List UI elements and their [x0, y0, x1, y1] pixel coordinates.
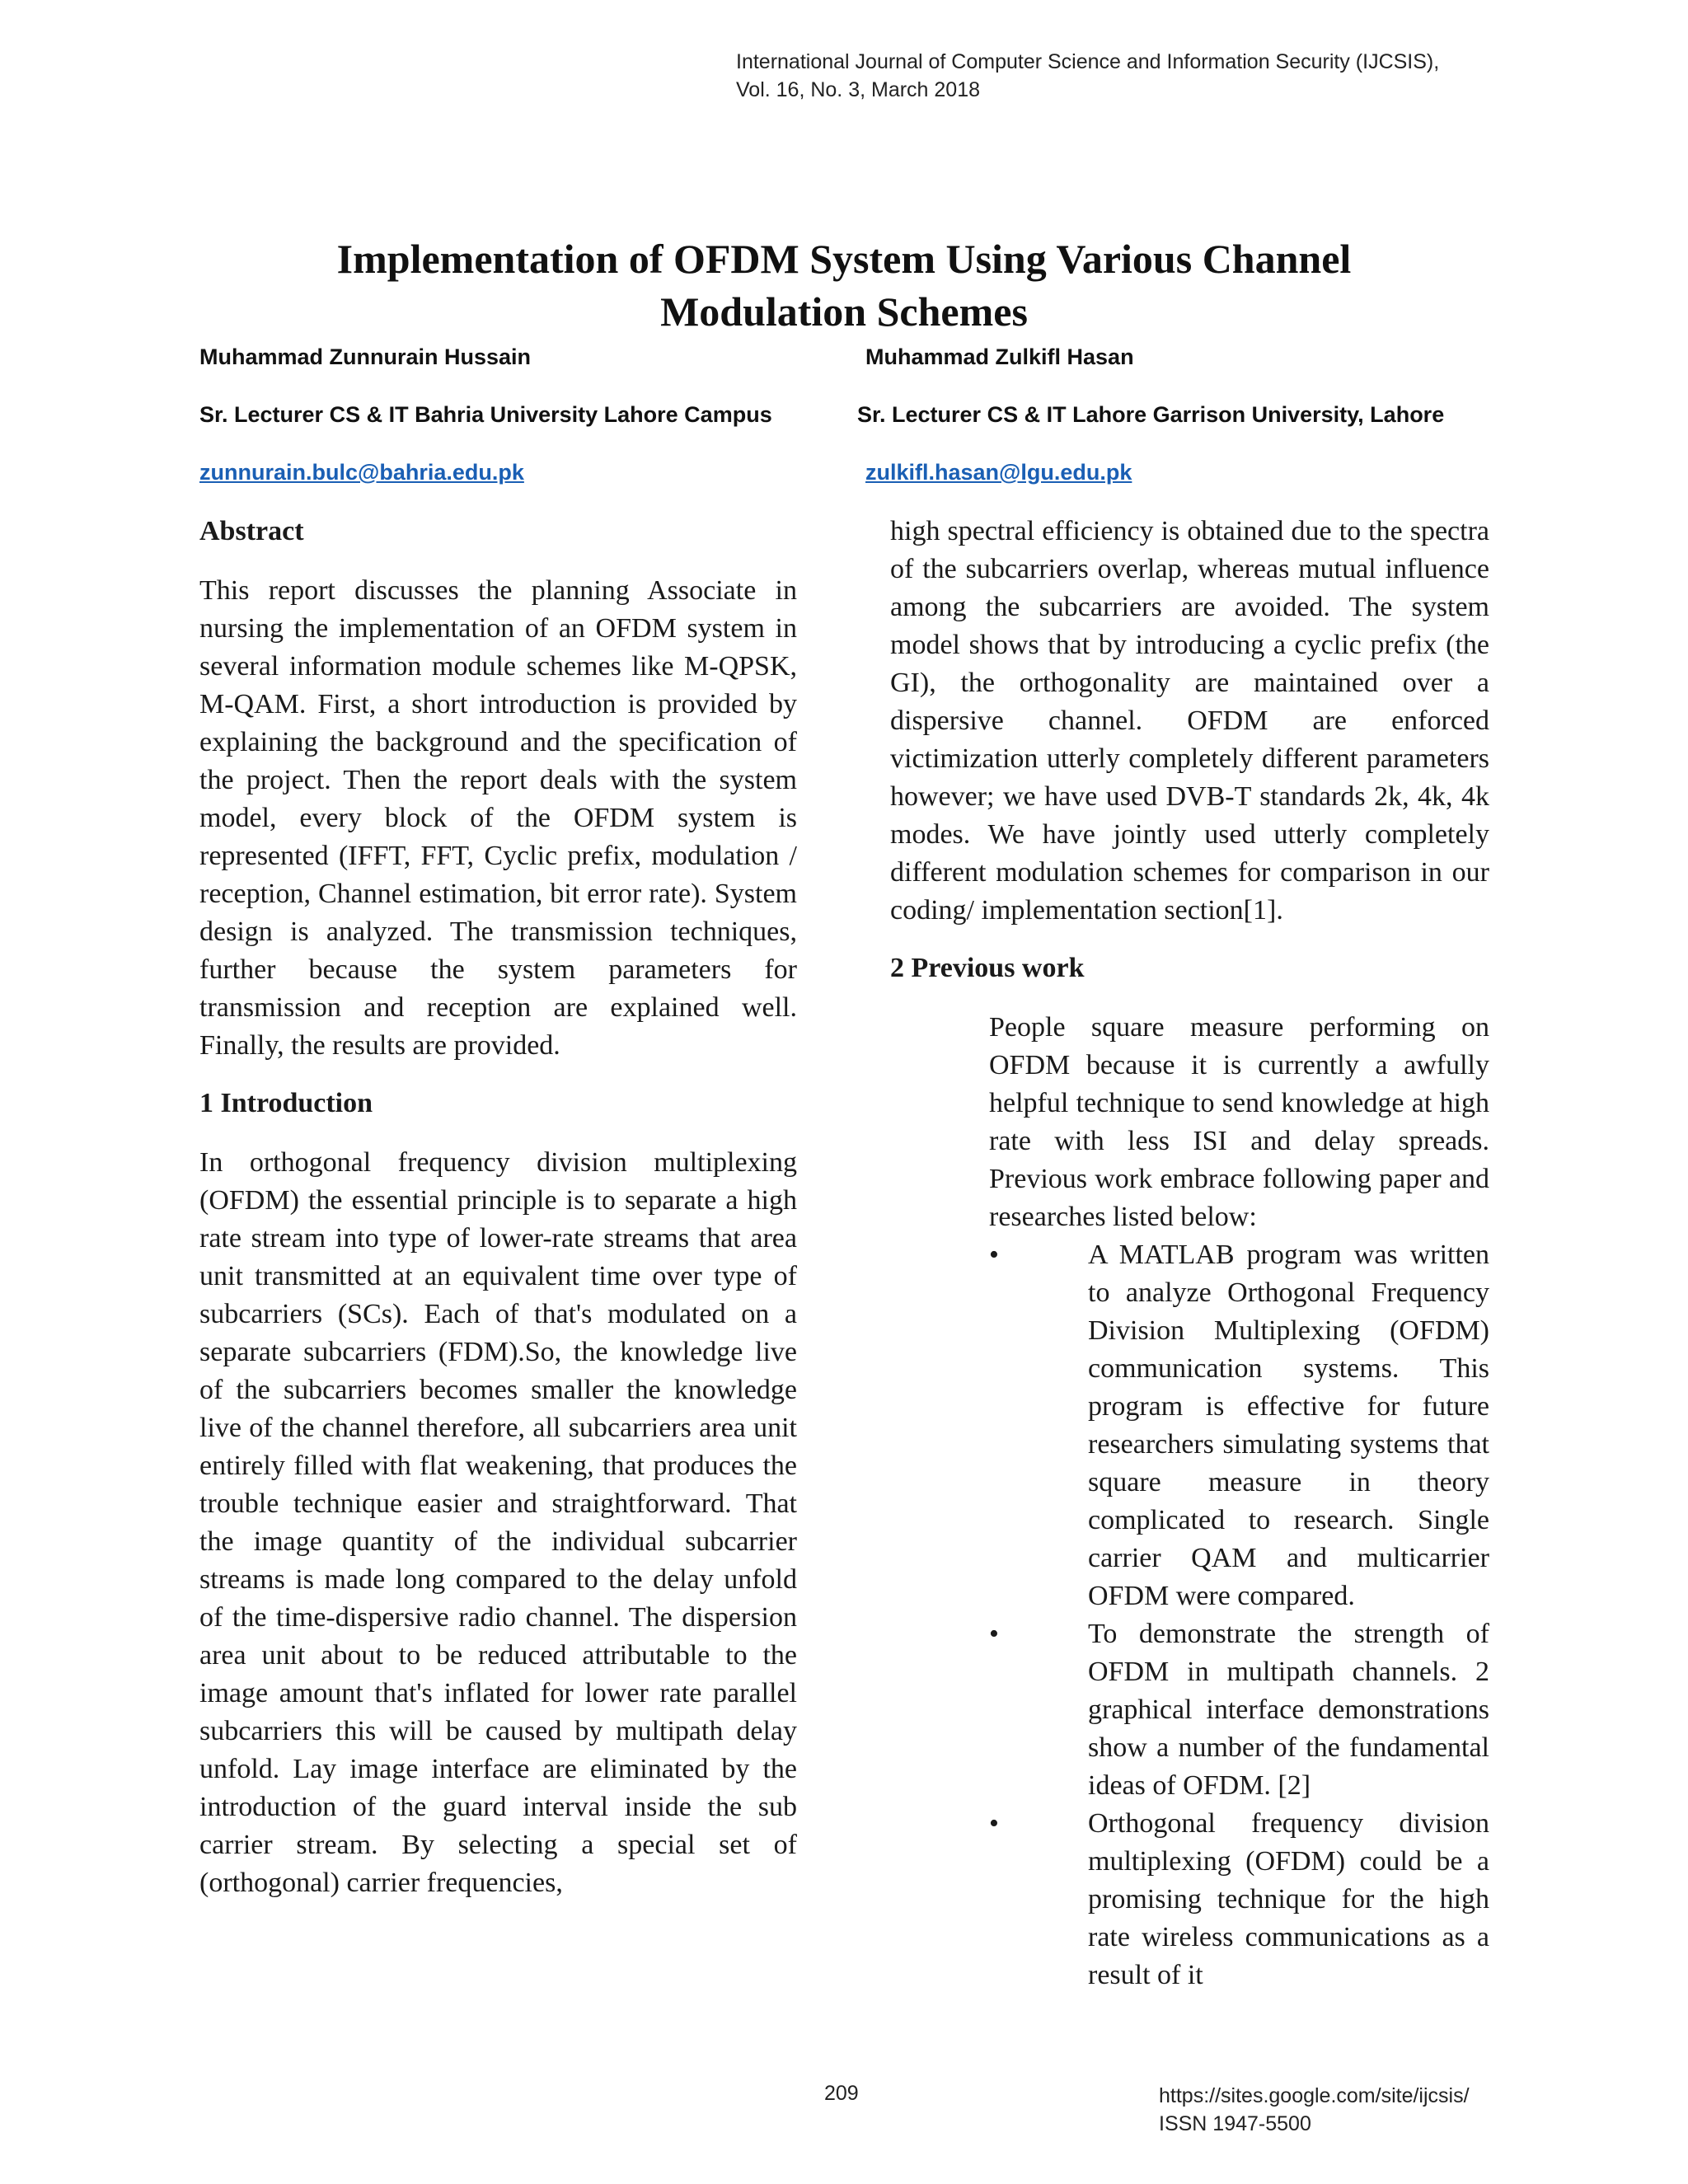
title-line-2: Modulation Schemes	[660, 288, 1028, 335]
previous-work-intro: People square measure performing on OFDM because it is currently a awfully helpful technique to send knowledge at high rate with less ISI and delay spreads. Previous work embrace following paper and researches listed below:	[989, 1012, 1489, 1232]
previous-work-heading: 2 Previous work	[890, 953, 1085, 983]
author-2-email-link[interactable]: zulkifl.hasan@lgu.edu.pk	[865, 460, 1132, 485]
previous-work-block	[989, 1009, 1489, 1994]
page-number: 209	[824, 2082, 859, 2105]
list-item	[989, 1615, 1489, 1805]
paper-title	[165, 232, 1523, 338]
abstract-text: This report discusses the planning Associate in nursing the implementation of an OFDM system in several information module schemes like M-QPSK, M-QAM. First, a short introduction is provided by explaining the background and the specification of the project. Then the report deals with the system model, every block of the OFDM system is represented (IFFT, FFT, Cyclic prefix, modulation / reception, Channel estimation, bit error rate). System design is analyzed. The transmission techniques, further because the system parameters for transmission and reception are explained well. Finally, the results are provided.	[199, 575, 797, 1061]
issn: ISSN 1947-5500	[1159, 2112, 1311, 2135]
abstract-heading: Abstract	[199, 516, 304, 546]
author-2-name: Muhammad Zulkifl Hasan	[865, 344, 1134, 369]
bullet-text: To demonstrate the strength of OFDM in multipath channels. 2 graphical interface demonstrations show a number of the fundamental ideas of OFDM. [2]	[1088, 1619, 1489, 1801]
journal-name: International Journal of Computer Science and Information Security (IJCSIS),	[736, 50, 1440, 73]
list-item	[989, 1805, 1489, 1994]
journal-volume: Vol. 16, No. 3, March 2018	[736, 78, 981, 101]
author-2-affiliation: Sr. Lecturer CS & IT Lahore Garrison University, Lahore	[857, 402, 1445, 427]
journal-header	[736, 48, 1439, 104]
bullet-icon: •	[989, 1619, 999, 1649]
introduction-text: In orthogonal frequency division multiplexing (OFDM) the essential principle is to separate a high rate stream into type of lower-rate streams that area unit transmitted at an equivalent time over type of subcarriers (SCs). Each of that's modulated on a separate subcarriers (FDM).So, the knowledge live of the subcarriers becomes smaller the knowledge live of the channel therefore, all subcarriers area unit entirely filled with flat weakening, that produces the trouble technique easier and straightforward. That the image quantity of the individual subcarrier streams is made long compared to the delay unfold of the time-dispersive radio channel. The dispersion area unit about to be reduced attributable to the image amount that's inflated for lower rate parallel subcarriers this will be caused by multipath delay unfold. Lay image interface are eliminated by the introduction of the guard interval inside the sub carrier stream. By selecting a special set of (orthogonal) carrier frequencies,	[199, 1147, 797, 1898]
introduction-heading: 1 Introduction	[199, 1088, 373, 1118]
right-column	[890, 513, 1489, 1994]
bullet-icon: •	[989, 1808, 999, 1839]
author-1-affiliation: Sr. Lecturer CS & IT Bahria University Lahore Campus	[199, 402, 772, 427]
bullet-text: Orthogonal frequency division multiplexing (OFDM) could be a promising technique for the high rate wireless communications as a result of it	[1088, 1808, 1489, 1990]
bullet-text: A MATLAB program was written to analyze Orthogonal Frequency Division Multiplexing (OFDM) communication systems. This program is effective for future researchers simulating systems that square measure in theory complicated to research. Single carrier QAM and multicarrier OFDM were compared.	[1088, 1240, 1489, 1611]
list-item	[989, 1236, 1489, 1615]
title-line-1: Implementation of OFDM System Using Various Channel	[336, 236, 1352, 282]
footer-info	[1159, 2082, 1470, 2138]
author-1-email-link[interactable]: zunnurain.bulc@bahria.edu.pk	[199, 460, 524, 485]
author-1-name: Muhammad Zunnurain Hussain	[199, 344, 532, 369]
journal-url-link[interactable]: https://sites.google.com/site/ijcsis/	[1159, 2084, 1470, 2107]
introduction-continuation: high spectral efficiency is obtained due to the spectra of the subcarriers overlap, whereas mutual influence among the subcarriers are avoided. The system model shows that by introducing a cyclic prefix (the GI), the orthogonality are maintained over a dispersive channel. OFDM are enforced victimization utterly completely different parameters however; we have used DVB-T standards 2k, 4k, 4k modes. We have jointly used utterly completely different modulation schemes for comparison in our coding/ implementation section[1].	[890, 516, 1489, 926]
bullet-icon: •	[989, 1240, 999, 1270]
left-column	[199, 513, 797, 1902]
